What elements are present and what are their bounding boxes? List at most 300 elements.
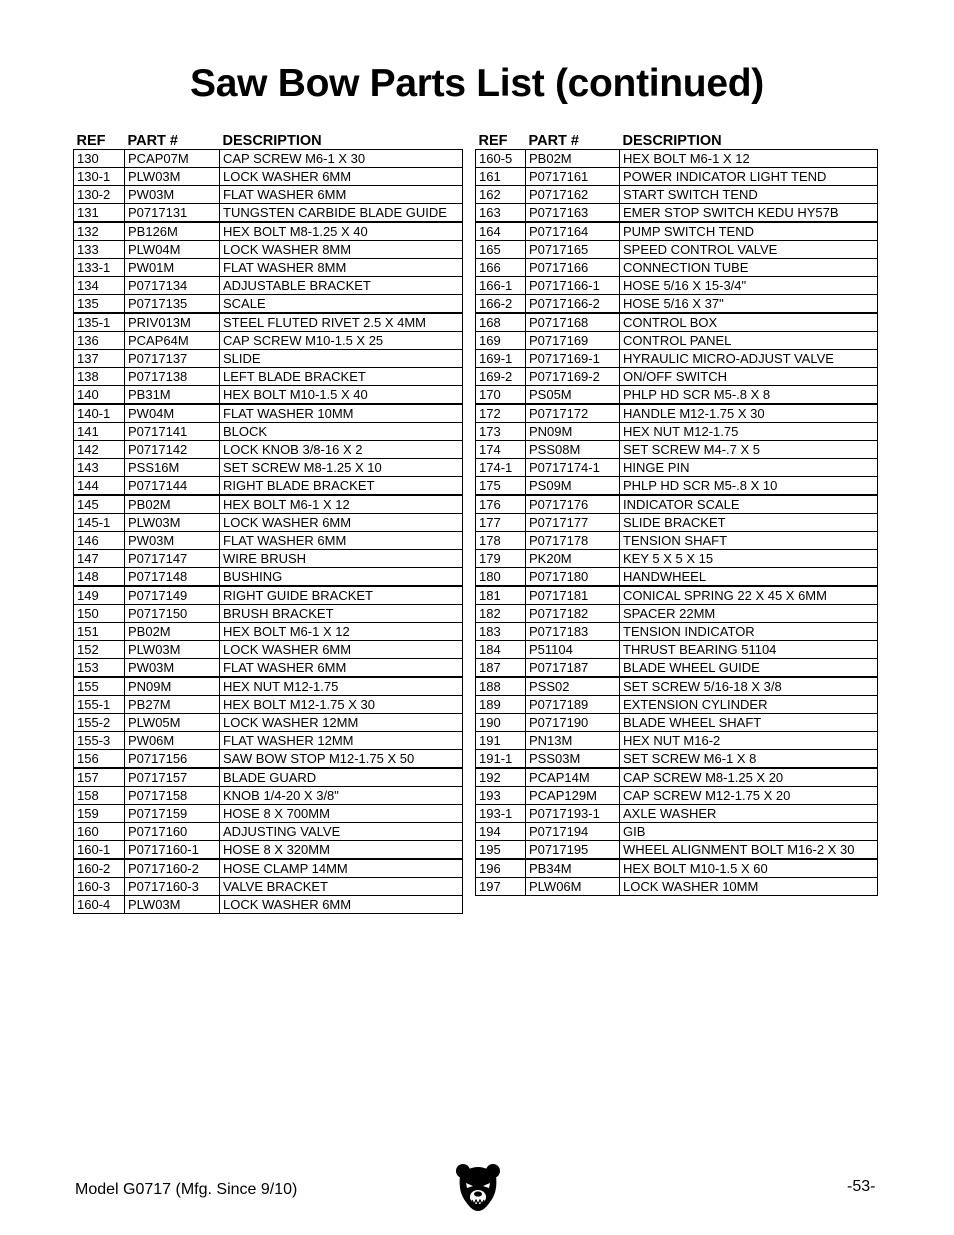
- description-header: DESCRIPTION: [620, 131, 878, 150]
- description-cell: KEY 5 X 5 X 15: [620, 550, 878, 568]
- ref-cell: 136: [74, 332, 125, 350]
- part-number-cell: P0717156: [125, 750, 220, 769]
- part-number-cell: P0717135: [125, 295, 220, 314]
- table-row: [476, 313, 878, 332]
- table-row: [476, 495, 878, 514]
- ref-cell: 144: [74, 477, 125, 496]
- ref-cell: 145: [74, 495, 125, 514]
- description-cell: CONICAL SPRING 22 X 45 X 6MM: [620, 586, 878, 605]
- table-row: [74, 368, 463, 386]
- table-row: [476, 514, 878, 532]
- table-row: [476, 568, 878, 587]
- table-row: [476, 550, 878, 568]
- part-number-cell: P0717187: [526, 659, 620, 678]
- part-number-cell: P0717189: [526, 696, 620, 714]
- description-cell: PHLP HD SCR M5-.8 X 10: [620, 477, 878, 496]
- table-row: [74, 277, 463, 295]
- description-cell: WHEEL ALIGNMENT BOLT M16-2 X 30: [620, 841, 878, 860]
- table-header: [476, 131, 878, 150]
- table-row: [74, 677, 463, 696]
- part-number-cell: P0717190: [526, 714, 620, 732]
- description-cell: STEEL FLUTED RIVET 2.5 X 4MM: [220, 313, 463, 332]
- table-row: [74, 204, 463, 223]
- description-cell: CONTROL BOX: [620, 313, 878, 332]
- description-cell: LEFT BLADE BRACKET: [220, 368, 463, 386]
- description-cell: LOCK WASHER 10MM: [620, 878, 878, 896]
- ref-cell: 137: [74, 350, 125, 368]
- ref-cell: 148: [74, 568, 125, 587]
- ref-cell: 165: [476, 241, 526, 259]
- ref-cell: 130: [74, 150, 125, 168]
- part-number-cell: P0717172: [526, 404, 620, 423]
- description-cell: SLIDE BRACKET: [620, 514, 878, 532]
- ref-cell: 160-4: [74, 896, 125, 914]
- description-cell: GIB: [620, 823, 878, 841]
- grizzly-bear-icon: [454, 1162, 502, 1212]
- ref-cell: 155-2: [74, 714, 125, 732]
- part-number-cell: PB34M: [526, 859, 620, 878]
- description-cell: SET SCREW 5/16-18 X 3/8: [620, 677, 878, 696]
- part-number-cell: P0717131: [125, 204, 220, 223]
- description-cell: INDICATOR SCALE: [620, 495, 878, 514]
- part-header: PART #: [526, 131, 620, 150]
- ref-cell: 176: [476, 495, 526, 514]
- table-row: [476, 259, 878, 277]
- ref-cell: 193-1: [476, 805, 526, 823]
- table-row: [74, 386, 463, 405]
- description-header: DESCRIPTION: [220, 131, 463, 150]
- part-number-cell: P51104: [526, 641, 620, 659]
- ref-cell: 146: [74, 532, 125, 550]
- table-row: [74, 586, 463, 605]
- ref-cell: 192: [476, 768, 526, 787]
- part-number-cell: P0717162: [526, 186, 620, 204]
- part-number-cell: PS05M: [526, 386, 620, 405]
- ref-cell: 131: [74, 204, 125, 223]
- description-cell: POWER INDICATOR LIGHT TEND: [620, 168, 878, 186]
- table-row: [476, 768, 878, 787]
- part-number-cell: P0717138: [125, 368, 220, 386]
- description-cell: HINGE PIN: [620, 459, 878, 477]
- part-number-cell: P0717144: [125, 477, 220, 496]
- part-number-cell: P0717163: [526, 204, 620, 223]
- ref-cell: 182: [476, 605, 526, 623]
- part-number-cell: PW06M: [125, 732, 220, 750]
- description-cell: HEX BOLT M6-1 X 12: [620, 150, 878, 168]
- description-cell: AXLE WASHER: [620, 805, 878, 823]
- ref-cell: 179: [476, 550, 526, 568]
- description-cell: HEX BOLT M10-1.5 X 40: [220, 386, 463, 405]
- ref-cell: 178: [476, 532, 526, 550]
- description-cell: LOCK KNOB 3/8-16 X 2: [220, 441, 463, 459]
- table-row: [476, 605, 878, 623]
- ref-cell: 195: [476, 841, 526, 860]
- description-cell: HEX BOLT M8-1.25 X 40: [220, 222, 463, 241]
- table-row: [476, 186, 878, 204]
- table-row: [476, 841, 878, 860]
- description-cell: BLADE WHEEL GUIDE: [620, 659, 878, 678]
- ref-cell: 174: [476, 441, 526, 459]
- description-cell: SLIDE: [220, 350, 463, 368]
- ref-cell: 140: [74, 386, 125, 405]
- table-row: [476, 696, 878, 714]
- description-cell: BLADE GUARD: [220, 768, 463, 787]
- description-cell: HOSE 8 X 320MM: [220, 841, 463, 860]
- description-cell: LOCK WASHER 8MM: [220, 241, 463, 259]
- table-row: [74, 823, 463, 841]
- part-number-cell: PCAP07M: [125, 150, 220, 168]
- table-row: [74, 787, 463, 805]
- description-cell: FLAT WASHER 6MM: [220, 532, 463, 550]
- part-number-cell: PLW05M: [125, 714, 220, 732]
- part-number-cell: PLW03M: [125, 641, 220, 659]
- description-cell: HOSE CLAMP 14MM: [220, 859, 463, 878]
- part-number-cell: P0717161: [526, 168, 620, 186]
- part-number-cell: P0717166: [526, 259, 620, 277]
- part-number-cell: PSS03M: [526, 750, 620, 769]
- ref-cell: 196: [476, 859, 526, 878]
- description-cell: EXTENSION CYLINDER: [620, 696, 878, 714]
- part-number-cell: P0717134: [125, 277, 220, 295]
- table-row: [476, 150, 878, 168]
- description-cell: PHLP HD SCR M5-.8 X 8: [620, 386, 878, 405]
- part-number-cell: PLW04M: [125, 241, 220, 259]
- ref-cell: 191: [476, 732, 526, 750]
- part-number-cell: PCAP129M: [526, 787, 620, 805]
- part-number-cell: P0717147: [125, 550, 220, 568]
- table-row: [476, 532, 878, 550]
- part-number-cell: PSS02: [526, 677, 620, 696]
- description-cell: HEX NUT M16-2: [620, 732, 878, 750]
- table-row: [476, 477, 878, 496]
- part-number-cell: P0717169-1: [526, 350, 620, 368]
- ref-cell: 166-2: [476, 295, 526, 314]
- description-cell: PUMP SWITCH TEND: [620, 222, 878, 241]
- table-row: [476, 459, 878, 477]
- ref-cell: 168: [476, 313, 526, 332]
- ref-cell: 149: [74, 586, 125, 605]
- description-cell: CAP SCREW M8-1.25 X 20: [620, 768, 878, 787]
- table-header: [74, 131, 463, 150]
- part-number-cell: PRIV013M: [125, 313, 220, 332]
- table-row: [74, 896, 463, 914]
- part-number-cell: PN09M: [125, 677, 220, 696]
- table-row: [476, 332, 878, 350]
- table-row: [476, 404, 878, 423]
- ref-cell: 143: [74, 459, 125, 477]
- description-cell: KNOB 1/4-20 X 3/8": [220, 787, 463, 805]
- part-number-cell: PCAP64M: [125, 332, 220, 350]
- description-cell: BLOCK: [220, 423, 463, 441]
- ref-cell: 145-1: [74, 514, 125, 532]
- ref-cell: 175: [476, 477, 526, 496]
- table-row: [74, 641, 463, 659]
- description-cell: CAP SCREW M6-1 X 30: [220, 150, 463, 168]
- ref-cell: 164: [476, 222, 526, 241]
- table-row: [476, 677, 878, 696]
- description-cell: SCALE: [220, 295, 463, 314]
- table-row: [74, 696, 463, 714]
- table-row: [476, 641, 878, 659]
- table-row: [476, 423, 878, 441]
- description-cell: WIRE BRUSH: [220, 550, 463, 568]
- table-row: [476, 441, 878, 459]
- table-row: [74, 459, 463, 477]
- ref-cell: 132: [74, 222, 125, 241]
- description-cell: SAW BOW STOP M12-1.75 X 50: [220, 750, 463, 769]
- description-cell: FLAT WASHER 8MM: [220, 259, 463, 277]
- part-number-cell: PW04M: [125, 404, 220, 423]
- description-cell: TENSION SHAFT: [620, 532, 878, 550]
- part-number-cell: P0717180: [526, 568, 620, 587]
- ref-cell: 157: [74, 768, 125, 787]
- ref-cell: 160-1: [74, 841, 125, 860]
- description-cell: HEX NUT M12-1.75: [620, 423, 878, 441]
- description-cell: TENSION INDICATOR: [620, 623, 878, 641]
- part-number-cell: P0717148: [125, 568, 220, 587]
- table-row: [74, 805, 463, 823]
- description-cell: ADJUSTING VALVE: [220, 823, 463, 841]
- part-number-cell: PCAP14M: [526, 768, 620, 787]
- table-row: [74, 259, 463, 277]
- table-row: [476, 732, 878, 750]
- ref-cell: 135-1: [74, 313, 125, 332]
- table-row: [476, 750, 878, 769]
- table-row: [74, 841, 463, 860]
- ref-cell: 142: [74, 441, 125, 459]
- table-row: [74, 295, 463, 314]
- part-number-cell: P0717183: [526, 623, 620, 641]
- description-cell: LOCK WASHER 6MM: [220, 896, 463, 914]
- description-cell: HOSE 5/16 X 15-3/4": [620, 277, 878, 295]
- description-cell: HOSE 5/16 X 37": [620, 295, 878, 314]
- ref-cell: 170: [476, 386, 526, 405]
- ref-cell: 166-1: [476, 277, 526, 295]
- ref-cell: 177: [476, 514, 526, 532]
- ref-cell: 130-1: [74, 168, 125, 186]
- description-cell: BRUSH BRACKET: [220, 605, 463, 623]
- ref-cell: 160-5: [476, 150, 526, 168]
- part-number-cell: P0717194: [526, 823, 620, 841]
- description-cell: CONNECTION TUBE: [620, 259, 878, 277]
- table-row: [74, 423, 463, 441]
- ref-cell: 183: [476, 623, 526, 641]
- part-header: PART #: [125, 131, 220, 150]
- description-cell: LOCK WASHER 6MM: [220, 514, 463, 532]
- part-number-cell: PB31M: [125, 386, 220, 405]
- part-number-cell: PW01M: [125, 259, 220, 277]
- part-number-cell: PW03M: [125, 532, 220, 550]
- ref-cell: 134: [74, 277, 125, 295]
- table-row: [74, 222, 463, 241]
- parts-table-left-body: [74, 150, 463, 914]
- ref-cell: 169-2: [476, 368, 526, 386]
- part-number-cell: PB126M: [125, 222, 220, 241]
- description-cell: SET SCREW M8-1.25 X 10: [220, 459, 463, 477]
- table-row: [74, 186, 463, 204]
- part-number-cell: PN13M: [526, 732, 620, 750]
- table-row: [74, 714, 463, 732]
- table-row: [74, 350, 463, 368]
- ref-cell: 138: [74, 368, 125, 386]
- ref-cell: 160-3: [74, 878, 125, 896]
- part-number-cell: P0717160: [125, 823, 220, 841]
- ref-cell: 188: [476, 677, 526, 696]
- part-number-cell: PLW03M: [125, 896, 220, 914]
- ref-cell: 152: [74, 641, 125, 659]
- ref-cell: 133: [74, 241, 125, 259]
- table-row: [74, 404, 463, 423]
- table-row: [476, 277, 878, 295]
- ref-cell: 162: [476, 186, 526, 204]
- description-cell: CAP SCREW M10-1.5 X 25: [220, 332, 463, 350]
- part-number-cell: P0717176: [526, 495, 620, 514]
- ref-cell: 135: [74, 295, 125, 314]
- ref-cell: 194: [476, 823, 526, 841]
- table-row: [74, 168, 463, 186]
- part-number-cell: P0717157: [125, 768, 220, 787]
- part-number-cell: P0717142: [125, 441, 220, 459]
- part-number-cell: PB27M: [125, 696, 220, 714]
- ref-header: REF: [476, 131, 526, 150]
- part-number-cell: PK20M: [526, 550, 620, 568]
- part-number-cell: P0717160-3: [125, 878, 220, 896]
- description-cell: HEX NUT M12-1.75: [220, 677, 463, 696]
- part-number-cell: P0717166-2: [526, 295, 620, 314]
- description-cell: ON/OFF SWITCH: [620, 368, 878, 386]
- description-cell: HEX BOLT M12-1.75 X 30: [220, 696, 463, 714]
- ref-cell: 153: [74, 659, 125, 678]
- part-number-cell: P0717160-1: [125, 841, 220, 860]
- table-row: [74, 241, 463, 259]
- description-cell: FLAT WASHER 10MM: [220, 404, 463, 423]
- description-cell: THRUST BEARING 51104: [620, 641, 878, 659]
- table-row: [74, 477, 463, 496]
- description-cell: VALVE BRACKET: [220, 878, 463, 896]
- ref-cell: 173: [476, 423, 526, 441]
- part-number-cell: PN09M: [526, 423, 620, 441]
- ref-cell: 163: [476, 204, 526, 223]
- table-row: [476, 241, 878, 259]
- ref-cell: 190: [476, 714, 526, 732]
- table-row: [476, 623, 878, 641]
- table-row: [74, 859, 463, 878]
- table-row: [74, 659, 463, 678]
- part-number-cell: PW03M: [125, 659, 220, 678]
- ref-cell: 155-3: [74, 732, 125, 750]
- description-cell: RIGHT BLADE BRACKET: [220, 477, 463, 496]
- table-row: [74, 532, 463, 550]
- part-number-cell: P0717182: [526, 605, 620, 623]
- description-cell: HOSE 8 X 700MM: [220, 805, 463, 823]
- description-cell: HANDLE M12-1.75 X 30: [620, 404, 878, 423]
- ref-cell: 160: [74, 823, 125, 841]
- ref-cell: 184: [476, 641, 526, 659]
- description-cell: HANDWHEEL: [620, 568, 878, 587]
- table-row: [74, 550, 463, 568]
- part-number-cell: PW03M: [125, 186, 220, 204]
- part-number-cell: P0717195: [526, 841, 620, 860]
- part-number-cell: P0717159: [125, 805, 220, 823]
- table-row: [476, 659, 878, 678]
- part-number-cell: PS09M: [526, 477, 620, 496]
- ref-cell: 187: [476, 659, 526, 678]
- ref-cell: 150: [74, 605, 125, 623]
- description-cell: FLAT WASHER 6MM: [220, 659, 463, 678]
- table-row: [476, 586, 878, 605]
- ref-cell: 133-1: [74, 259, 125, 277]
- table-row: [74, 332, 463, 350]
- table-row: [74, 150, 463, 168]
- ref-cell: 191-1: [476, 750, 526, 769]
- description-cell: ADJUSTABLE BRACKET: [220, 277, 463, 295]
- footer-model: Model G0717 (Mfg. Since 9/10): [75, 1181, 298, 1198]
- page-number: -53-: [847, 1178, 876, 1195]
- part-number-cell: PSS16M: [125, 459, 220, 477]
- ref-cell: 159: [74, 805, 125, 823]
- description-cell: TUNGSTEN CARBIDE BLADE GUIDE: [220, 204, 463, 223]
- description-cell: HYRAULIC MICRO-ADJUST VALVE: [620, 350, 878, 368]
- description-cell: BLADE WHEEL SHAFT: [620, 714, 878, 732]
- table-row: [74, 750, 463, 769]
- ref-cell: 130-2: [74, 186, 125, 204]
- description-cell: FLAT WASHER 12MM: [220, 732, 463, 750]
- part-number-cell: PSS08M: [526, 441, 620, 459]
- table-row: [74, 878, 463, 896]
- part-number-cell: PB02M: [125, 495, 220, 514]
- ref-cell: 147: [74, 550, 125, 568]
- ref-cell: 161: [476, 168, 526, 186]
- part-number-cell: P0717169: [526, 332, 620, 350]
- part-number-cell: P0717166-1: [526, 277, 620, 295]
- table-row: [74, 514, 463, 532]
- ref-cell: 158: [74, 787, 125, 805]
- ref-cell: 151: [74, 623, 125, 641]
- ref-cell: 193: [476, 787, 526, 805]
- description-cell: SPACER 22MM: [620, 605, 878, 623]
- description-cell: CAP SCREW M12-1.75 X 20: [620, 787, 878, 805]
- ref-cell: 155-1: [74, 696, 125, 714]
- table-row: [476, 368, 878, 386]
- table-row: [74, 732, 463, 750]
- part-number-cell: P0717150: [125, 605, 220, 623]
- part-number-cell: PB02M: [526, 150, 620, 168]
- table-row: [476, 168, 878, 186]
- table-row: [74, 441, 463, 459]
- part-number-cell: P0717169-2: [526, 368, 620, 386]
- part-number-cell: P0717158: [125, 787, 220, 805]
- ref-cell: 166: [476, 259, 526, 277]
- parts-table-right-body: [476, 150, 878, 896]
- table-row: [476, 386, 878, 405]
- ref-cell: 189: [476, 696, 526, 714]
- table-row: [74, 623, 463, 641]
- part-number-cell: P0717149: [125, 586, 220, 605]
- description-cell: HEX BOLT M6-1 X 12: [220, 623, 463, 641]
- part-number-cell: P0717141: [125, 423, 220, 441]
- ref-cell: 169-1: [476, 350, 526, 368]
- table-row: [476, 350, 878, 368]
- description-cell: HEX BOLT M6-1 X 12: [220, 495, 463, 514]
- page-title: Saw Bow Parts List (continued): [190, 62, 764, 105]
- table-row: [74, 568, 463, 587]
- description-cell: FLAT WASHER 6MM: [220, 186, 463, 204]
- part-number-cell: PB02M: [125, 623, 220, 641]
- description-cell: BUSHING: [220, 568, 463, 587]
- part-number-cell: P0717168: [526, 313, 620, 332]
- table-row: [476, 823, 878, 841]
- description-cell: SET SCREW M6-1 X 8: [620, 750, 878, 769]
